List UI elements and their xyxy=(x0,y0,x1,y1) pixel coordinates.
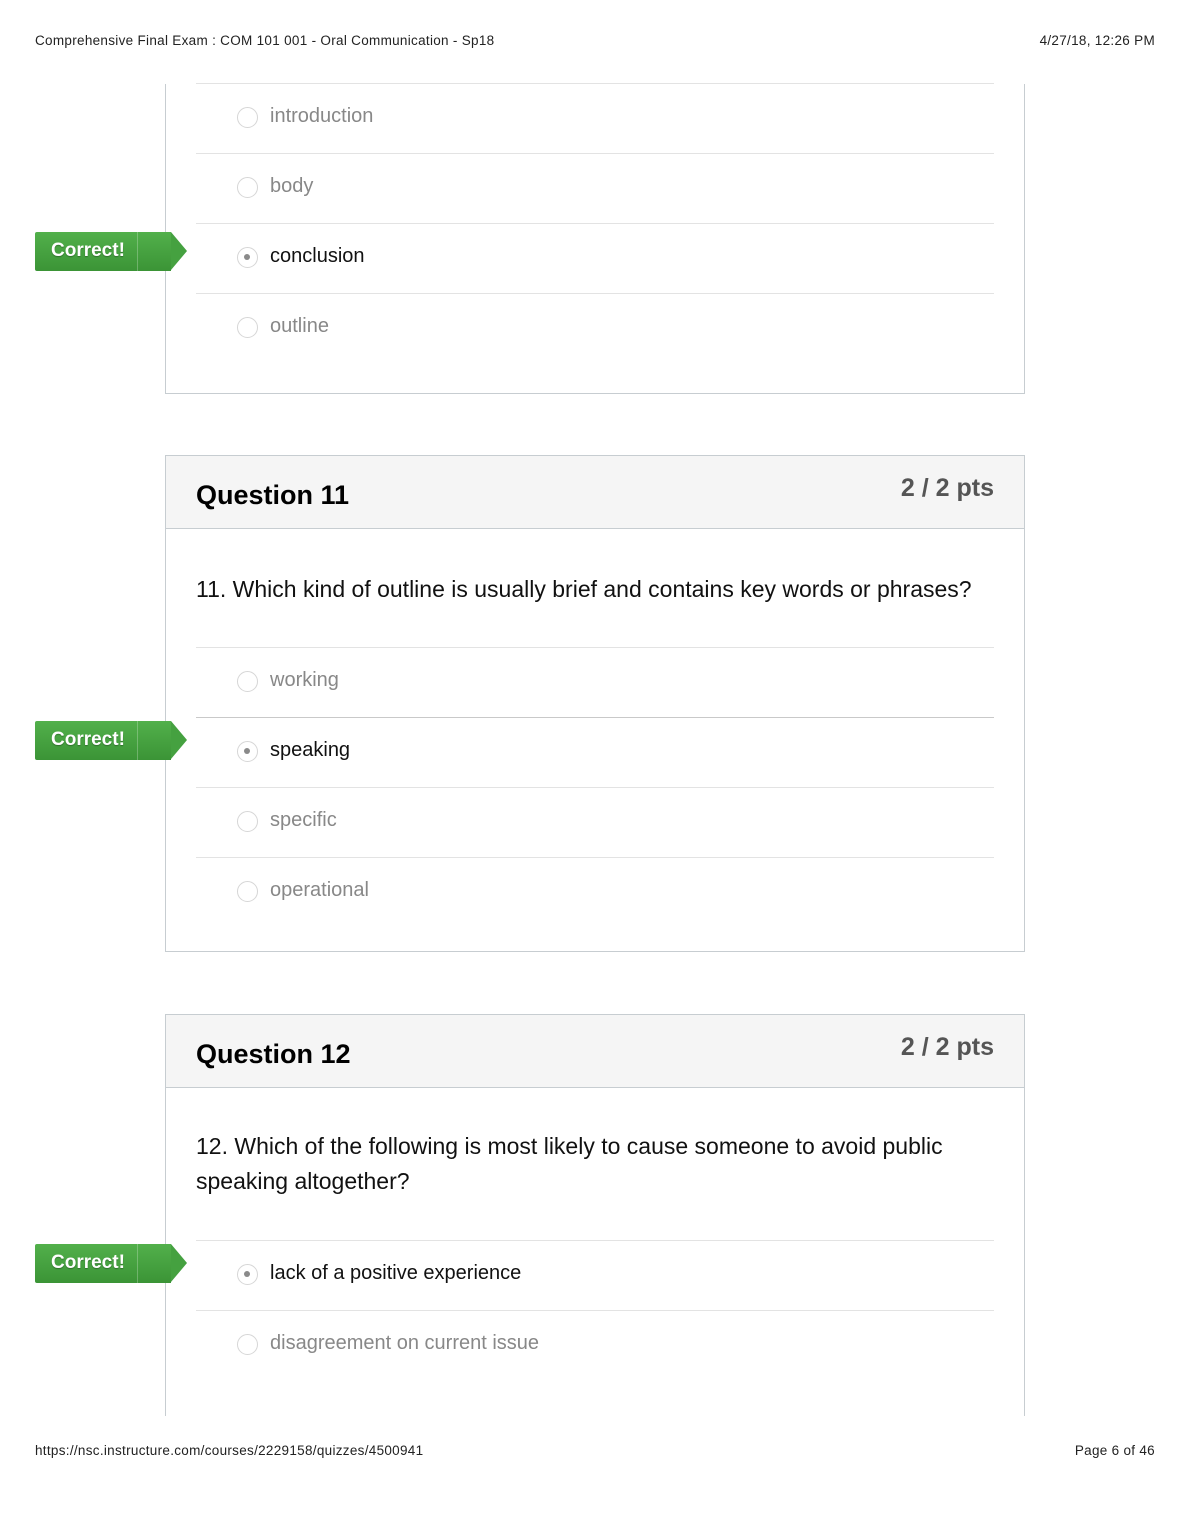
answer-label: speaking xyxy=(270,739,351,761)
page-url[interactable]: https://nsc.instructure.com/courses/2229158/quizzes/4500941 xyxy=(35,1443,424,1458)
radio-button-checked[interactable] xyxy=(237,247,258,268)
radio-button[interactable] xyxy=(237,177,258,198)
flag-arrow-icon xyxy=(171,232,187,270)
answer-option[interactable] xyxy=(196,84,994,154)
question-12-card xyxy=(165,1014,1025,1416)
answer-option[interactable] xyxy=(196,858,994,928)
correct-answer-flag xyxy=(35,232,187,271)
question-11-card xyxy=(165,455,1025,952)
flag-arrow-icon xyxy=(171,1244,187,1282)
flag-arrow-icon xyxy=(171,721,187,759)
radio-button[interactable] xyxy=(237,107,258,128)
answer-option[interactable] xyxy=(196,1311,994,1381)
answer-option[interactable] xyxy=(196,648,994,718)
correct-answer-flag xyxy=(35,1244,187,1283)
answer-label: disagreement on current issue xyxy=(270,1332,540,1354)
answer-option[interactable] xyxy=(196,154,994,224)
answer-label: working xyxy=(270,669,339,691)
radio-button[interactable] xyxy=(237,1334,258,1355)
question-10-answers xyxy=(196,83,994,364)
answer-label: introduction xyxy=(270,105,374,127)
question-title: Question 11 xyxy=(196,480,350,510)
radio-button-checked[interactable] xyxy=(237,1264,258,1285)
radio-button[interactable] xyxy=(237,317,258,338)
question-header xyxy=(166,456,1024,529)
question-title: Question 12 xyxy=(196,1039,351,1069)
question-text: 12. Which of the following is most likely to cause someone to avoid public speaking altogether? xyxy=(196,1088,994,1241)
answer-option[interactable] xyxy=(196,788,994,858)
answer-option-selected[interactable] xyxy=(196,1241,994,1311)
question-11-answers xyxy=(196,648,994,928)
question-header xyxy=(166,1015,1024,1088)
correct-answer-flag xyxy=(35,721,187,760)
answer-label: body xyxy=(270,175,314,197)
answer-label: operational xyxy=(270,879,369,901)
page-title: Comprehensive Final Exam : COM 101 001 - Oral Communication - Sp18 xyxy=(35,33,495,48)
question-text: 11. Which kind of outline is usually brief and contains key words or phrases? xyxy=(196,529,994,648)
page-number: Page 6 of 46 xyxy=(1074,1443,1155,1458)
answer-label: conclusion xyxy=(270,245,365,267)
print-datetime: 4/27/18, 12:26 PM xyxy=(1039,33,1155,48)
question-10-card xyxy=(165,84,1025,394)
answer-option-selected[interactable] xyxy=(196,224,994,294)
answer-label: specific xyxy=(270,809,337,831)
question-points: 2 / 2 pts xyxy=(900,1033,994,1061)
radio-button[interactable] xyxy=(237,881,258,902)
question-points: 2 / 2 pts xyxy=(900,474,994,502)
radio-button[interactable] xyxy=(237,811,258,832)
correct-label: Correct! xyxy=(51,729,125,750)
answer-label: outline xyxy=(270,315,329,337)
radio-button[interactable] xyxy=(237,671,258,692)
correct-label: Correct! xyxy=(51,240,125,261)
radio-button-checked[interactable] xyxy=(237,741,258,762)
correct-label: Correct! xyxy=(51,1252,125,1273)
answer-label: lack of a positive experience xyxy=(270,1262,522,1284)
answer-option-selected[interactable] xyxy=(196,718,994,788)
answer-option[interactable] xyxy=(196,294,994,364)
question-12-answers xyxy=(196,1241,994,1381)
